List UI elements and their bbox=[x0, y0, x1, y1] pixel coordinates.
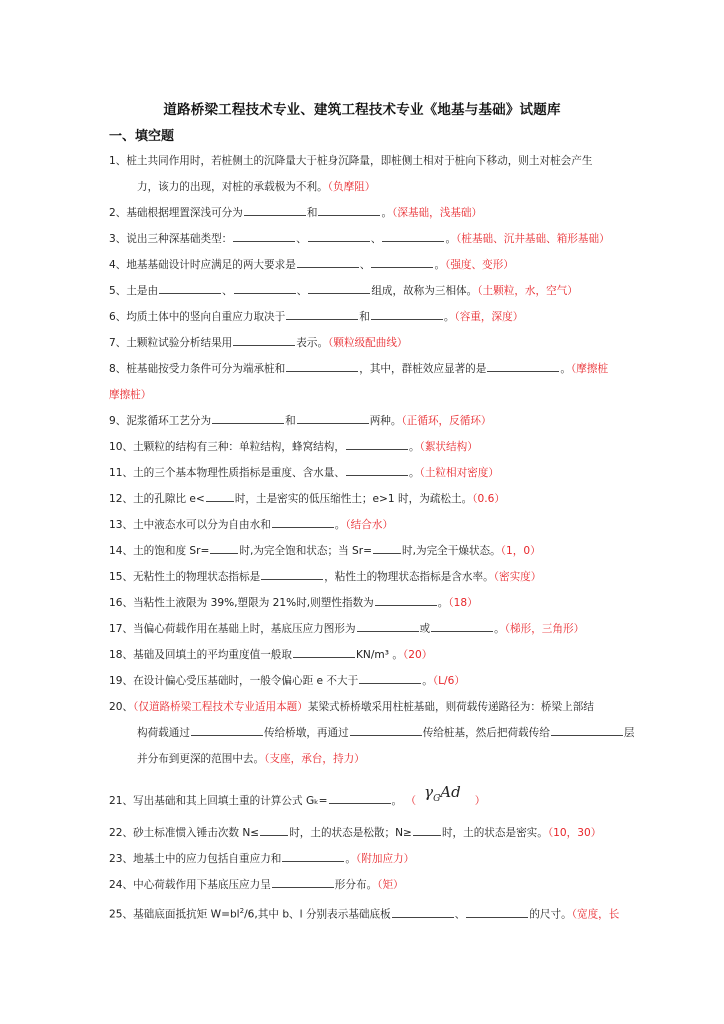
answer-text: （絮状结构） bbox=[419, 441, 478, 453]
answer-blank[interactable] bbox=[260, 824, 288, 836]
answer-blank[interactable] bbox=[159, 282, 221, 294]
question-5 bbox=[109, 278, 621, 304]
question-text: 中心荷载作用下基底压应力呈 bbox=[133, 879, 271, 891]
answer-blank[interactable] bbox=[297, 256, 359, 268]
question-text: 泥浆循环工艺分为 bbox=[126, 415, 212, 427]
question-2 bbox=[109, 200, 621, 226]
question-text: ，粘性土的物理状态指标是含水率。 bbox=[324, 571, 494, 583]
question-text: 构荷载通过 bbox=[137, 727, 190, 739]
answer-text: （矩） bbox=[377, 879, 404, 891]
question-number: 11、 bbox=[109, 467, 134, 479]
question-text: 桩土共同作用时，若桩侧土的沉降量大于桩身沉降量，即桩侧土相对于桩向下移动，则土对桩会产生 bbox=[126, 155, 593, 167]
question-3 bbox=[109, 226, 621, 252]
answer-blank[interactable] bbox=[371, 308, 443, 320]
question-number: 13、 bbox=[109, 519, 134, 531]
question-text: 、 bbox=[296, 285, 308, 297]
question-number: 5、 bbox=[109, 285, 127, 297]
answer-blank[interactable] bbox=[233, 230, 295, 242]
question-11 bbox=[109, 460, 621, 486]
answer-blank[interactable] bbox=[282, 850, 344, 862]
answer-blank[interactable] bbox=[350, 724, 422, 736]
question-text: 力，该力的出现，对桩的承载极为不利。 bbox=[137, 181, 328, 193]
answer-blank[interactable] bbox=[297, 412, 369, 424]
answer-text: （负摩阻） bbox=[327, 181, 376, 193]
question-number: 9、 bbox=[109, 415, 127, 427]
answer-blank[interactable] bbox=[234, 282, 296, 294]
question-number: 4、 bbox=[109, 259, 127, 271]
question-text: 形分布。 bbox=[334, 879, 378, 891]
question-number: 14、 bbox=[109, 545, 134, 557]
answer-text: （桩基础、沉井基础、箱形基础） bbox=[456, 233, 610, 245]
question-21 bbox=[109, 783, 621, 819]
question-text: 基础底面抵抗矩 W=bl bbox=[133, 908, 240, 921]
question-7 bbox=[109, 330, 621, 356]
answer-text: （土颗粒，水，空气） bbox=[477, 285, 578, 297]
formula-subscript: G bbox=[433, 794, 441, 804]
applicability-note: （仅道路桥梁工程技术专业适用本题） bbox=[133, 701, 308, 713]
answer-blank[interactable] bbox=[375, 594, 437, 606]
answer-blank[interactable] bbox=[244, 204, 306, 216]
question-text: 和 bbox=[359, 311, 370, 323]
question-13 bbox=[109, 512, 621, 538]
answer-text: （容重，深度） bbox=[454, 311, 524, 323]
answer-text: （宽度，长 bbox=[571, 908, 620, 921]
question-text: 。 bbox=[391, 795, 403, 807]
answer-blank[interactable] bbox=[308, 230, 370, 242]
question-number: 19、 bbox=[109, 675, 134, 687]
question-number: 8、 bbox=[109, 363, 127, 375]
question-text: 均质土体中的竖向自重应力取决于 bbox=[126, 311, 286, 323]
question-text: 组成，故称为三相体。 bbox=[371, 285, 478, 297]
question-text: ，其中，群桩效应显著的是 bbox=[359, 363, 487, 375]
question-continuation bbox=[109, 720, 635, 746]
question-number: 3、 bbox=[109, 233, 127, 245]
formula-gk bbox=[424, 783, 461, 804]
question-number: 25、 bbox=[109, 908, 134, 921]
question-4 bbox=[109, 252, 621, 278]
answer-blank[interactable] bbox=[466, 906, 528, 918]
question-number: 20、 bbox=[109, 701, 134, 713]
question-number: 23、 bbox=[109, 853, 134, 865]
question-text: 。 bbox=[437, 597, 449, 609]
answer-text: （支座，承台，持力） bbox=[264, 753, 365, 765]
question-text: 的尺寸。 bbox=[529, 908, 572, 921]
answer-blank[interactable] bbox=[431, 620, 493, 632]
question-continuation bbox=[109, 746, 621, 772]
answer-text: （强度、变形） bbox=[445, 259, 514, 271]
question-12 bbox=[109, 486, 621, 512]
question-text: 说出三种深基础类型： bbox=[126, 233, 233, 245]
question-text: 基础根据埋置深浅可分为 bbox=[126, 207, 243, 219]
question-text: 。 bbox=[408, 441, 420, 453]
answer-text: （密实度） bbox=[493, 571, 542, 583]
answer-blank[interactable] bbox=[308, 282, 370, 294]
question-17 bbox=[109, 616, 621, 642]
question-number: 21、 bbox=[109, 795, 134, 807]
question-text: 或 bbox=[419, 623, 431, 635]
answer-blank[interactable] bbox=[272, 516, 334, 528]
question-text: 桩基础按受力条件可分为端承桩和 bbox=[126, 363, 286, 375]
question-20 bbox=[109, 694, 635, 772]
question-16 bbox=[109, 590, 621, 616]
question-18 bbox=[109, 642, 621, 668]
question-text: 表示。 bbox=[296, 337, 329, 349]
question-text: 、 bbox=[359, 259, 371, 271]
question-22 bbox=[109, 820, 621, 846]
question-1 bbox=[109, 148, 621, 200]
question-text: 和 bbox=[285, 415, 296, 427]
question-19 bbox=[109, 668, 621, 694]
question-text: 、 bbox=[370, 233, 382, 245]
question-text: 写出基础和其上回填土重的计算公式 Gₖ= bbox=[133, 795, 328, 807]
answer-text: （摩擦桩 bbox=[570, 363, 609, 375]
question-text: 。 bbox=[560, 363, 571, 375]
question-text: 传给桩基，然后把荷载传给 bbox=[422, 727, 550, 739]
question-25 bbox=[109, 898, 621, 928]
question-text: 砂土标准惯入锤击次数 N≤ bbox=[133, 827, 260, 839]
question-10 bbox=[109, 434, 621, 460]
question-text: 时，土是密实的低压缩性土；e>1 时，为疏松土。 bbox=[234, 493, 473, 505]
answer-blank[interactable] bbox=[551, 724, 623, 736]
question-9 bbox=[109, 408, 621, 434]
question-number: 16、 bbox=[109, 597, 134, 609]
question-text: 、 bbox=[222, 285, 233, 297]
superscript: 2 bbox=[239, 907, 245, 915]
question-number: 22、 bbox=[109, 827, 134, 839]
question-number: 7、 bbox=[109, 337, 127, 349]
answer-text: 摩擦桩） bbox=[109, 389, 152, 401]
answer-blank[interactable] bbox=[210, 542, 238, 554]
answer-text: （1，0） bbox=[500, 545, 541, 557]
question-number: 6、 bbox=[109, 311, 127, 323]
question-number: 12、 bbox=[109, 493, 134, 505]
question-number: 2、 bbox=[109, 207, 127, 219]
answer-blank[interactable] bbox=[318, 204, 380, 216]
answer-blank[interactable] bbox=[212, 412, 284, 424]
question-text: 土的三个基本物理性质指标是重度、含水量、 bbox=[133, 467, 345, 479]
question-text: 当粘性土液限为 39%,塑限为 21%时,则塑性指数为 bbox=[133, 597, 374, 609]
question-6 bbox=[109, 304, 621, 330]
question-text: 两种。 bbox=[369, 415, 402, 427]
question-text: 土中液态水可以分为自由水和 bbox=[133, 519, 271, 531]
question-text: 层 bbox=[623, 727, 635, 739]
answer-blank[interactable] bbox=[357, 620, 419, 632]
answer-text: （正循环，反循环） bbox=[401, 415, 492, 427]
answer-blank[interactable] bbox=[487, 360, 559, 372]
question-text: 土的饱和度 Sr= bbox=[133, 545, 210, 557]
answer-blank[interactable] bbox=[272, 876, 334, 888]
question-23 bbox=[109, 846, 621, 872]
question-text: 基础及回填土的平均重度值一般取 bbox=[133, 649, 292, 661]
answer-blank[interactable] bbox=[233, 334, 295, 346]
question-text: 地基土中的应力包括自重应力和 bbox=[133, 853, 282, 865]
answer-blank[interactable] bbox=[286, 308, 358, 320]
question-14 bbox=[109, 538, 621, 564]
answer-blank[interactable] bbox=[346, 438, 408, 450]
question-text: 、 bbox=[296, 233, 307, 245]
answer-text: （深基础，浅基础） bbox=[392, 207, 483, 219]
question-number: 18、 bbox=[109, 649, 134, 661]
question-text: 、 bbox=[454, 908, 466, 921]
question-number: 1、 bbox=[109, 155, 127, 167]
answer-text: （0.6） bbox=[472, 493, 505, 505]
question-continuation bbox=[109, 174, 621, 200]
answer-blank[interactable] bbox=[191, 724, 263, 736]
answer-text: （颗粒级配曲线） bbox=[328, 337, 408, 349]
answer-blank[interactable] bbox=[392, 906, 454, 918]
question-text: 某梁式桥桥墩采用柱桩基础，则荷载传递路径为：桥梁上部结 bbox=[307, 701, 594, 713]
answer-close-paren: ） bbox=[474, 795, 486, 807]
answer-text: （结合水） bbox=[345, 519, 394, 531]
question-text: 无粘性土的物理状态指标是 bbox=[133, 571, 261, 583]
question-8 bbox=[109, 356, 621, 408]
question-text: 土颗粒的结构有三种：单粒结构，蜂窝结构， bbox=[133, 441, 345, 453]
question-text: 时，土的状态是密实。 bbox=[441, 827, 548, 839]
question-text: 传给桥墩，再通过 bbox=[263, 727, 349, 739]
question-text: 和 bbox=[306, 207, 318, 219]
question-text: 土颗粒试验分析结果用 bbox=[126, 337, 233, 349]
answer-text: （L/6） bbox=[432, 675, 465, 687]
answer-blank[interactable] bbox=[413, 824, 441, 836]
answer-blank[interactable] bbox=[373, 542, 401, 554]
document-title: 道路桥梁工程技术专业、建筑工程技术专业《地基与基础》试题库 bbox=[163, 102, 561, 118]
question-15 bbox=[109, 564, 621, 590]
answer-open-paren: （ bbox=[405, 795, 417, 807]
question-text: 地基基础设计时应满足的两大要求是 bbox=[126, 259, 296, 271]
question-text: 土是由 bbox=[126, 285, 159, 297]
question-text: 当偏心荷载作用在基础上时，基底压应力图形为 bbox=[133, 623, 356, 635]
answer-text: （10，30） bbox=[547, 827, 602, 839]
question-text: 时，土的状态是松散；N≥ bbox=[289, 827, 412, 839]
answer-text: （20） bbox=[402, 649, 433, 661]
question-text: 。 bbox=[434, 259, 446, 271]
answer-blank[interactable] bbox=[346, 464, 408, 476]
question-text: 。 bbox=[381, 207, 393, 219]
answer-blank[interactable] bbox=[329, 792, 391, 804]
answer-blank[interactable] bbox=[382, 230, 444, 242]
answer-text: （土粒相对密度） bbox=[419, 467, 499, 479]
question-text: 。 bbox=[422, 675, 433, 687]
answer-blank[interactable] bbox=[286, 360, 358, 372]
question-number: 10、 bbox=[109, 441, 134, 453]
question-text: 。 bbox=[494, 623, 505, 635]
answer-blank[interactable] bbox=[206, 490, 234, 502]
question-text: 。 bbox=[345, 853, 356, 865]
question-text: 。 bbox=[408, 467, 420, 479]
question-number: 24、 bbox=[109, 879, 134, 891]
answer-text: （附加应力） bbox=[355, 853, 415, 865]
question-24 bbox=[109, 872, 621, 898]
section-heading: 一、填空题 bbox=[109, 129, 175, 144]
question-text: 在设计偏心受压基础时，一般令偏心距 e 不大于 bbox=[133, 675, 359, 687]
question-text: 土的孔隙比 e< bbox=[133, 493, 205, 505]
formula-rest: Ad bbox=[440, 783, 461, 801]
question-text: 。 bbox=[445, 233, 457, 245]
answer-text: （梯形，三角形） bbox=[504, 623, 585, 635]
answer-blank[interactable] bbox=[371, 256, 433, 268]
answer-blank[interactable] bbox=[293, 646, 355, 658]
answer-blank[interactable] bbox=[359, 672, 421, 684]
question-text: 并分布到更深的范围中去。 bbox=[137, 753, 265, 765]
question-text: 。 bbox=[443, 311, 455, 323]
question-text: /6,其中 b、l 分别表示基础底板 bbox=[244, 908, 391, 921]
question-text: 时,为完全干燥状态。 bbox=[402, 545, 501, 557]
answer-blank[interactable] bbox=[261, 568, 323, 580]
question-text: KN/m³ 。 bbox=[355, 649, 403, 661]
answer-text: （18） bbox=[448, 597, 478, 609]
question-number: 15、 bbox=[109, 571, 134, 583]
question-number: 17、 bbox=[109, 623, 134, 635]
formula-gamma: γ bbox=[424, 783, 434, 801]
question-text: 时,为完全饱和状态；当 Sr= bbox=[239, 545, 373, 557]
question-text: 。 bbox=[334, 519, 346, 531]
